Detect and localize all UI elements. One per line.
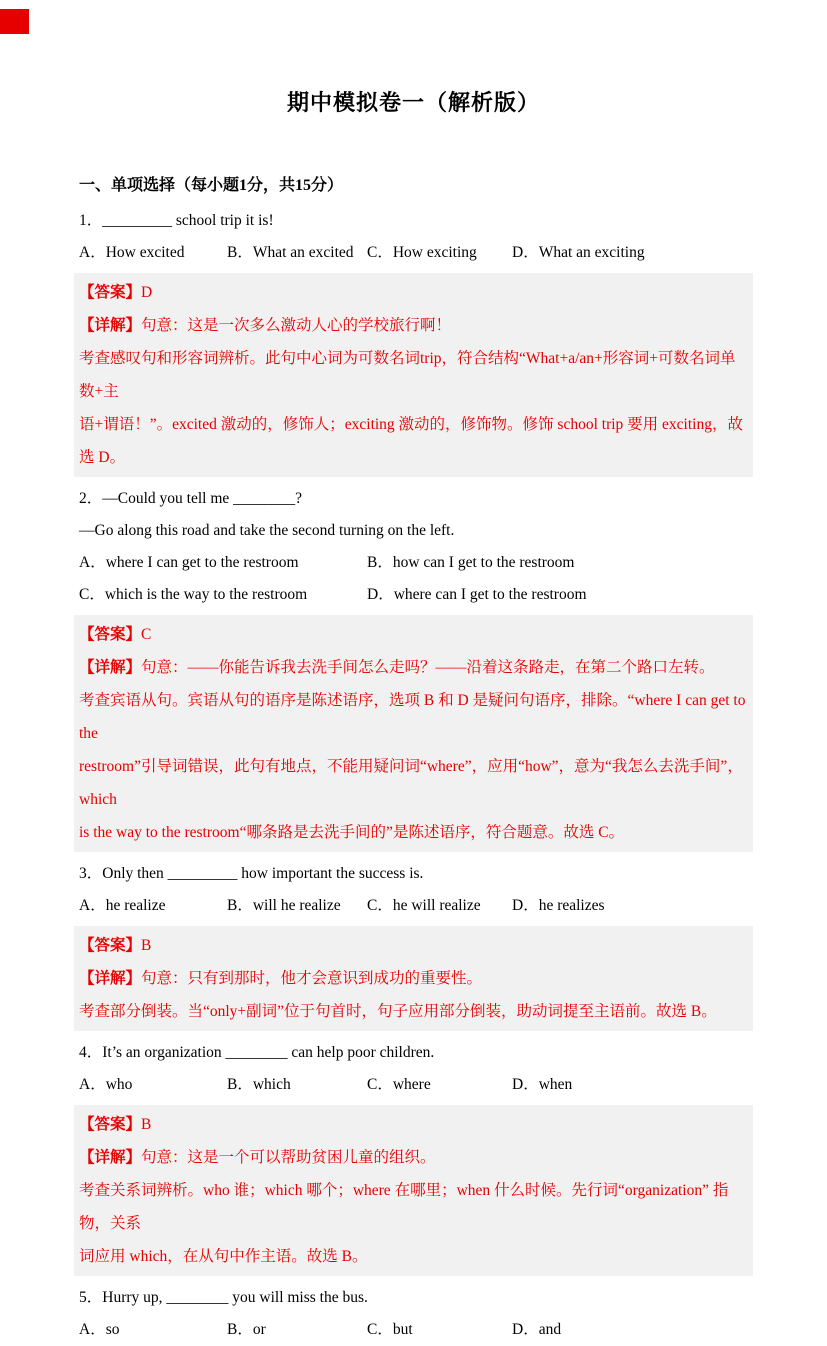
analysis-line: 考查感叹句和形容词辨析。此句中心词为可数名词trip，符合结构“What+a/an+形容词+可数名词单数+主	[79, 350, 736, 400]
detail-line	[79, 309, 748, 342]
question-block	[79, 858, 748, 1031]
detail-line	[79, 651, 748, 684]
detail-line	[79, 962, 748, 995]
analysis-line: is the way to the restroom“哪条路是去洗手间的”是陈述语序，符合题意。故选 C。	[79, 824, 625, 841]
question-block	[79, 1282, 748, 1346]
option-c: C．he will realize	[367, 897, 481, 914]
question-block	[79, 205, 748, 477]
options-row	[79, 1314, 748, 1346]
option-a: A．he realize	[79, 897, 166, 914]
answer-box	[74, 615, 753, 852]
analysis-line: restroom”引导词错误，此句有地点，不能用疑问词“where”，应用“how”，意为“我怎么去洗手间”，which	[79, 758, 743, 808]
option-a: A．where I can get to the restroom	[79, 554, 299, 571]
corner-logo	[0, 9, 29, 34]
option-c: C．but	[367, 1321, 413, 1338]
answer-box	[74, 273, 753, 477]
answer-label: 【答案】	[79, 1116, 142, 1133]
option-b: B．how can I get to the restroom	[367, 554, 575, 571]
option-d: D．where can I get to the restroom	[367, 586, 587, 603]
detail-text: 句意：这是一次多么激动人心的学校旅行啊！	[141, 317, 452, 334]
analysis-line: 考查宾语从句。宾语从句的语序是陈述语序，选项 B 和 D 是疑问句语序，排除。“where I can get to the	[79, 692, 746, 742]
answer-value: D	[141, 284, 153, 301]
options-row	[79, 547, 748, 579]
analysis-line: 词应用 which，在从句中作主语。故选 B。	[79, 1248, 368, 1265]
options-row	[79, 237, 748, 269]
answer-box	[74, 1105, 753, 1276]
answer-label: 【答案】	[79, 937, 142, 954]
option-b: B．What an excited	[227, 244, 354, 261]
detail-text: 句意：——你能告诉我去洗手间怎么走吗？——沿着这条路走，在第二个路口左转。	[141, 659, 715, 676]
answer-line	[79, 1108, 748, 1141]
option-d: D．when	[512, 1076, 573, 1093]
detail-text: 句意：这是一个可以帮助贫困儿童的组织。	[141, 1149, 436, 1166]
question-stem: 3．Only then _________ how important the success is.	[79, 865, 424, 882]
options-row	[79, 579, 748, 611]
question-block	[79, 1037, 748, 1276]
option-a: A．who	[79, 1076, 133, 1093]
option-c: C．How exciting	[367, 244, 477, 261]
option-a: A．so	[79, 1321, 120, 1338]
answer-line	[79, 929, 748, 962]
question-stem: 5．Hurry up, ________ you will miss the bus.	[79, 1289, 368, 1306]
detail-text: 句意：只有到那时，他才会意识到成功的重要性。	[141, 970, 483, 987]
detail-label: 【详解】	[79, 317, 142, 334]
answer-line	[79, 618, 748, 651]
options-row	[79, 1069, 748, 1101]
option-d: D．he realizes	[512, 897, 605, 914]
page-title: 期中模拟卷一（解析版）	[286, 90, 540, 115]
option-d: D．and	[512, 1321, 562, 1338]
question-stem-line2: —Go along this road and take the second turning on the left.	[79, 522, 455, 539]
answer-value: C	[141, 626, 152, 643]
option-c: C．where	[367, 1076, 431, 1093]
option-b: B．which	[227, 1076, 291, 1093]
option-d: D．What an exciting	[512, 244, 645, 261]
answer-label: 【答案】	[79, 626, 142, 643]
answer-label: 【答案】	[79, 284, 142, 301]
analysis-line: 语+谓语！”。excited 激动的，修饰人；exciting 激动的，修饰物。修饰 school trip 要用 exciting，故选 D。	[79, 416, 743, 466]
option-b: B．will he realize	[227, 897, 341, 914]
detail-label: 【详解】	[79, 1149, 142, 1166]
answer-value: B	[141, 1116, 152, 1133]
option-c: C．which is the way to the restroom	[79, 586, 308, 603]
question-stem: 1．_________ school trip it is!	[79, 212, 274, 229]
option-b: B．or	[227, 1321, 266, 1338]
analysis-line: 考查关系词辨析。who 谁；which 哪个；where 在哪里；when 什么时候。先行词“organization” 指物，关系	[79, 1182, 729, 1232]
exam-content	[79, 169, 748, 1346]
answer-value: B	[141, 937, 152, 954]
question-block	[79, 483, 748, 852]
option-a: A．How excited	[79, 244, 185, 261]
question-stem: 2．—Could you tell me ________?	[79, 490, 303, 507]
section-heading: 一、单项选择（每小题1分，共15分）	[79, 177, 344, 194]
question-stem: 4．It’s an organization ________ can help poor children.	[79, 1044, 435, 1061]
options-row	[79, 890, 748, 922]
answer-line	[79, 276, 748, 309]
answer-box	[74, 926, 753, 1031]
analysis-line: 考查部分倒装。当“only+副词”位于句首时，句子应用部分倒装，助动词提至主语前。故选 B。	[79, 1003, 717, 1020]
detail-line	[79, 1141, 748, 1174]
detail-label: 【详解】	[79, 659, 142, 676]
detail-label: 【详解】	[79, 970, 142, 987]
